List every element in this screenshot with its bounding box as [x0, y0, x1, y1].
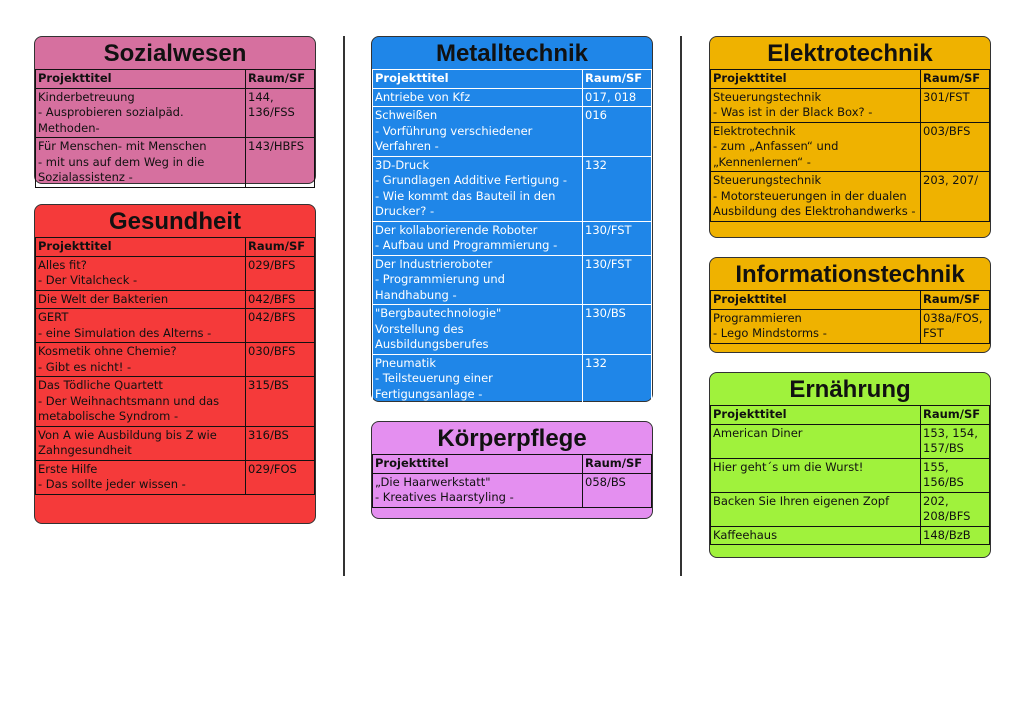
- room-cell: 029/BFS: [246, 256, 315, 290]
- room-cell: 203, 207/: [921, 172, 990, 222]
- header-raum-sf: Raum/SF: [921, 70, 990, 89]
- table-row: [36, 138, 315, 188]
- table-row: [711, 492, 990, 526]
- card-elektrotechnik: [709, 36, 991, 238]
- project-title-cell: Für Menschen- mit Menschen - mit uns auf dem Weg in die Sozialassistenz -: [36, 138, 246, 188]
- room-cell: 003/BFS: [921, 122, 990, 172]
- room-cell: 143/HBFS: [246, 138, 315, 188]
- table-header-row: [711, 291, 990, 310]
- table-row: [373, 473, 652, 507]
- project-table: [35, 69, 315, 188]
- project-title-cell: Antriebe von Kfz: [373, 88, 583, 107]
- room-cell: 017, 018: [583, 88, 652, 107]
- table-header-row: [711, 70, 990, 89]
- card-title: Körperpflege: [437, 425, 587, 452]
- project-table: [710, 405, 990, 545]
- room-cell: 144, 136/FSS: [246, 88, 315, 138]
- project-title-cell: GERT - eine Simulation des Alterns -: [36, 309, 246, 343]
- project-title-cell: Kinderbetreuung - Ausprobieren sozialpäd. Methoden-: [36, 88, 246, 138]
- header-projekttitel: Projekttitel: [711, 406, 921, 425]
- project-title-cell: Von A wie Ausbildung bis Z wie Zahngesundheit: [36, 426, 246, 460]
- room-cell: 130/BS: [583, 305, 652, 355]
- table-row: [711, 88, 990, 122]
- room-cell: 153, 154, 157/BS: [921, 424, 990, 458]
- column-divider-right: [680, 36, 682, 576]
- project-title-cell: Schweißen - Vorführung verschiedener Verfahren -: [373, 107, 583, 157]
- project-table: [35, 237, 315, 495]
- project-title-cell: Programmieren - Lego Mindstorms -: [711, 309, 921, 343]
- project-title-cell: Elektrotechnik - zum „Anfassen“ und „Kennenlernen“ -: [711, 122, 921, 172]
- project-title-cell: Erste Hilfe - Das sollte jeder wissen -: [36, 460, 246, 494]
- room-cell: 038a/FOS, FST: [921, 309, 990, 343]
- room-cell: 042/BFS: [246, 309, 315, 343]
- room-cell: 132: [583, 156, 652, 221]
- table-row: [711, 122, 990, 172]
- card-title: Ernährung: [789, 376, 911, 403]
- room-cell: 016: [583, 107, 652, 157]
- room-cell: 132: [583, 354, 652, 404]
- header-projekttitel: Projekttitel: [711, 70, 921, 89]
- room-cell: 301/FST: [921, 88, 990, 122]
- table-row: [36, 290, 315, 309]
- project-title-cell: Pneumatik - Teilsteuerung einer Fertigungsanlage -: [373, 354, 583, 404]
- card-sozialwesen: [34, 36, 316, 184]
- project-title-cell: Die Welt der Bakterien: [36, 290, 246, 309]
- room-cell: 029/FOS: [246, 460, 315, 494]
- room-cell: 316/BS: [246, 426, 315, 460]
- header-raum-sf: Raum/SF: [921, 291, 990, 310]
- table-row: [36, 88, 315, 138]
- project-title-cell: 3D-Druck - Grundlagen Additive Fertigung - - Wie kommt das Bauteil in den Drucker? -: [373, 156, 583, 221]
- project-title-cell: Der Industrieroboter - Programmierung und Handhabung -: [373, 255, 583, 305]
- header-projekttitel: Projekttitel: [711, 291, 921, 310]
- room-cell: 058/BS: [583, 473, 652, 507]
- card-title: Elektrotechnik: [767, 40, 933, 67]
- table-header-row: [373, 455, 652, 474]
- header-projekttitel: Projekttitel: [373, 70, 583, 89]
- card-title: Sozialwesen: [103, 40, 247, 67]
- header-projekttitel: Projekttitel: [373, 455, 583, 474]
- card-gesundheit: [34, 204, 316, 524]
- room-cell: 130/FST: [583, 255, 652, 305]
- project-table: [710, 290, 990, 344]
- table-row: [711, 172, 990, 222]
- table-row: [711, 526, 990, 545]
- table-row: [36, 309, 315, 343]
- header-projekttitel: Projekttitel: [36, 70, 246, 89]
- card-informationstechnik: [709, 257, 991, 353]
- table-row: [711, 309, 990, 343]
- card-metalltechnik: [371, 36, 653, 402]
- project-title-cell: „Die Haarwerkstatt" - Kreatives Haarstyling -: [373, 473, 583, 507]
- header-raum-sf: Raum/SF: [583, 70, 652, 89]
- card-title: Gesundheit: [108, 208, 241, 235]
- table-header-row: [36, 70, 315, 89]
- header-projekttitel: Projekttitel: [36, 238, 246, 257]
- header-raum-sf: Raum/SF: [246, 70, 315, 89]
- card-title: Metalltechnik: [435, 40, 589, 67]
- table-row: [711, 424, 990, 458]
- room-cell: 155, 156/BS: [921, 458, 990, 492]
- project-title-cell: Hier geht´s um die Wurst!: [711, 458, 921, 492]
- room-cell: 315/BS: [246, 377, 315, 427]
- table-row: [373, 221, 652, 255]
- table-row: [36, 256, 315, 290]
- header-raum-sf: Raum/SF: [921, 406, 990, 425]
- project-title-cell: Steuerungstechnik - Was ist in der Black Box? -: [711, 88, 921, 122]
- table-row: [373, 354, 652, 404]
- table-row: [373, 305, 652, 355]
- table-row: [373, 107, 652, 157]
- table-row: [36, 426, 315, 460]
- project-title-cell: "Bergbautechnologie" Vorstellung des Ausbildungsberufes: [373, 305, 583, 355]
- table-row: [36, 377, 315, 427]
- card-title: Informationstechnik: [735, 261, 965, 288]
- table-row: [36, 460, 315, 494]
- project-title-cell: Kaffeehaus: [711, 526, 921, 545]
- project-title-cell: Kosmetik ohne Chemie? - Gibt es nicht! -: [36, 343, 246, 377]
- project-title-cell: Steuerungstechnik - Motorsteuerungen in der dualen Ausbildung des Elektrohandwerks -: [711, 172, 921, 222]
- room-cell: 030/BFS: [246, 343, 315, 377]
- room-cell: 148/BzB: [921, 526, 990, 545]
- table-row: [711, 458, 990, 492]
- project-title-cell: American Diner: [711, 424, 921, 458]
- room-cell: 042/BFS: [246, 290, 315, 309]
- table-header-row: [711, 406, 990, 425]
- project-table: [372, 69, 652, 404]
- table-header-row: [36, 238, 315, 257]
- card-ernaehrung: [709, 372, 991, 558]
- room-cell: 130/FST: [583, 221, 652, 255]
- project-table: [372, 454, 652, 508]
- header-raum-sf: Raum/SF: [246, 238, 315, 257]
- room-cell: 202, 208/BFS: [921, 492, 990, 526]
- project-title-cell: Backen Sie Ihren eigenen Zopf: [711, 492, 921, 526]
- project-title-cell: Alles fit? - Der Vitalcheck -: [36, 256, 246, 290]
- table-row: [373, 156, 652, 221]
- project-title-cell: Der kollaborierende Roboter - Aufbau und Programmierung -: [373, 221, 583, 255]
- header-raum-sf: Raum/SF: [583, 455, 652, 474]
- project-table: [710, 69, 990, 222]
- project-title-cell: Das Tödliche Quartett - Der Weihnachtsmann und das metabolische Syndrom -: [36, 377, 246, 427]
- card-koerperpflege: [371, 421, 653, 519]
- table-header-row: [373, 70, 652, 89]
- table-row: [373, 255, 652, 305]
- table-row: [373, 88, 652, 107]
- column-divider-left: [343, 36, 345, 576]
- table-row: [36, 343, 315, 377]
